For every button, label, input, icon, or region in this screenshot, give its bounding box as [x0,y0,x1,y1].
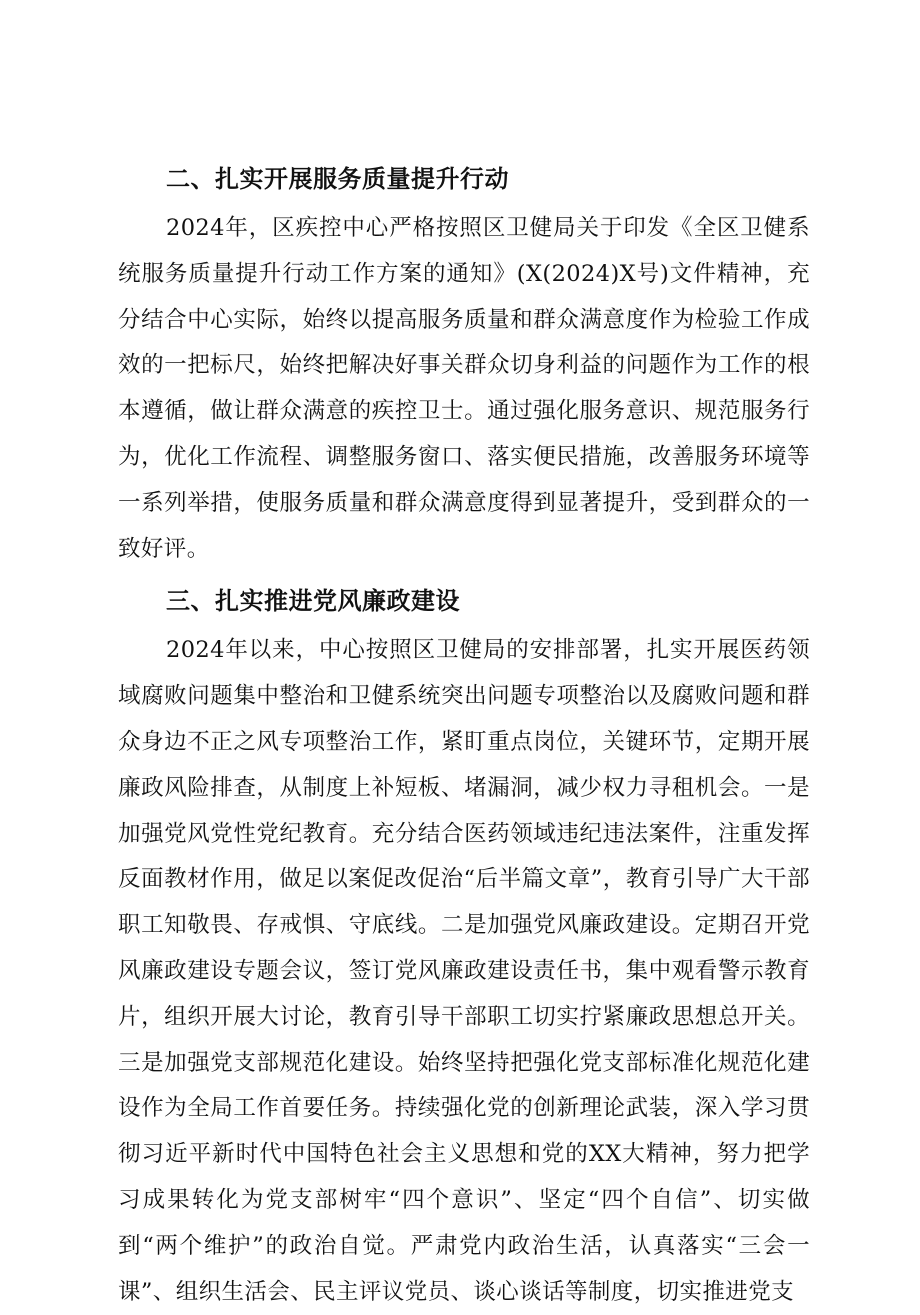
document-body [118,152,810,1315]
section-heading-party-integrity: 三、扎实推进党风廉政建设 [166,587,460,616]
section-heading-service-quality: 二、扎实开展服务质量提升行动 [166,165,509,193]
section-paragraph-service-quality: 2024年，区疾控中心严格按照区卫健局关于印发《全区卫健系统服务质量提升行动工作方案的通知》(X(2024)X号)文件精神，充分结合中心实际，始终以提高服务质量和群众满意度作为检验工作成效的一把标尺，始终把解决好事关群众切身利益的问题作为工作的根本遵循，做让群众满意的疾控卫士。通过强化服务意识、规范服务行为，优化工作流程、调整服务窗口、落实便民措施，改善服务环境等一系列举措，使服务质量和群众满意度得到显著提升，受到群众的一致好评。 [118,215,810,562]
section-paragraph-party-integrity: 2024年以来，中心按照区卫健局的安排部署，扎实开展医药领域腐败问题集中整治和卫健系统突出问题专项整治以及腐败问题和群众身边不正之风专项整治工作，紧盯重点岗位，关键环节，定期开展廉政风险排查，从制度上补短板、堵漏洞，减少权力寻租机会。一是加强党风党性党纪教育。充分结合医药领域违纪违法案件，注重发挥反面教材作用，做足以案促改促治“后半篇文章”，教育引导广大干部职工知敬畏、存戒惧、守底线。二是加强党风廉政建设。定期召开党风廉政建设专题会议，签订党风廉政建设责任书，集中观看警示教育片，组织开展大讨论，教育引导干部职工切实拧紧廉政思想总开关。三是加强党支部规范化建设。始终坚持把强化党支部标准化规范化建设作为全局工作首要任务。持续强化党的创新理论武装，深入学习贯彻习近平新时代中国特色社会主义思想和党的XX大精神，努力把学习成果转化为党支部树牢“四个意识”、坚定“四个自信”、切实做到“两个维护”的政治自觉。严肃党内政治生活，认真落实“三会一课”、组织生活会、民主评议党员、谈心谈话等制度，切实推进党支 [118,637,810,1305]
